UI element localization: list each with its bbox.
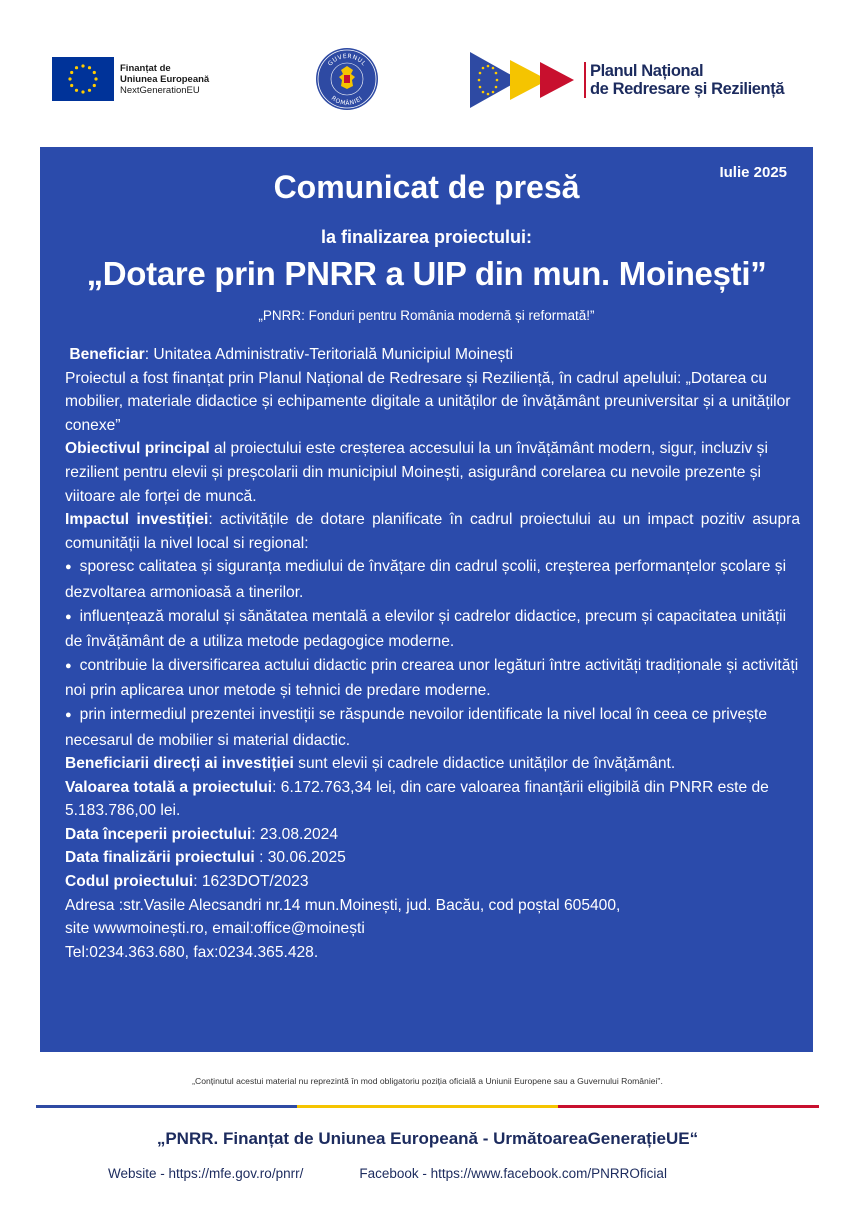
website-link[interactable]: Website - https://mfe.gov.ro/pnrr/ bbox=[108, 1166, 304, 1181]
start-date-label: Data începerii proiectului bbox=[65, 825, 252, 843]
impact-paragraph bbox=[65, 508, 800, 555]
project-code-value: : 1623DOT/2023 bbox=[193, 873, 309, 891]
beneficiaries-label: Beneficiarii direcți ai investiției bbox=[65, 755, 294, 773]
eu-flag-icon bbox=[52, 57, 114, 101]
tricolor-divider bbox=[36, 1105, 819, 1108]
beneficiaries-text: sunt elevii și cadrele didactice unităților de învățământ. bbox=[293, 755, 676, 773]
pnrr-text-line-1: Planul Național bbox=[590, 62, 704, 80]
project-code-label: Codul proiectului bbox=[65, 873, 194, 891]
government-seal-icon bbox=[314, 46, 380, 112]
footer-links bbox=[108, 1166, 667, 1181]
beneficiar-label: Beneficiar bbox=[69, 346, 145, 363]
footer-slogan: „PNRR. Finanțat de Uniunea Europeană - UrmătoareaGenerațieUE“ bbox=[156, 1129, 699, 1148]
svg-text:ROMÂNIEI: ROMÂNIEI bbox=[329, 94, 365, 108]
objective-text: al proiectului este creșterea accesului la un învățământ modern, sigur, incluziv și rezilient pentru elevii și preșcolarii din municipiul Moinești, asigurând corelarea cu nevoile prezente și viitoare ale forței de muncă. bbox=[65, 440, 768, 505]
beneficiar-value: : Unitatea Administrativ-Teritorială Municipiul Moinești bbox=[144, 346, 514, 363]
address-line: Adresa :str.Vasile Alecsandri nr.14 mun.Moinești, jud. Bacău, cod poștal 605400, bbox=[65, 896, 621, 914]
start-date-line bbox=[65, 823, 800, 847]
subtitle: la finalizarea proiectului: bbox=[320, 227, 533, 247]
impact-bullet-3: ● contribuie la diversificarea actului didactic prin crearea unor legături între activități tradiționale și activități noi prin aplicarea unor metode și tehnici de predare moderne. bbox=[65, 654, 800, 703]
press-release-panel bbox=[40, 147, 813, 1052]
pnrr-flag-icon bbox=[470, 52, 580, 108]
beneficiaries-paragraph bbox=[65, 752, 800, 776]
motto: „PNRR: Fonduri pentru România modernă și reformată!” bbox=[258, 308, 595, 323]
end-date-line bbox=[65, 846, 800, 870]
value-text: : 6.172.763,34 lei, din care valoarea finanțării eligibilă din PNRR este de 5.183.786,00 lei. bbox=[65, 778, 769, 820]
release-date: Iulie 2025 bbox=[719, 164, 787, 181]
svg-text:GUVERNUL: GUVERNUL bbox=[326, 52, 368, 68]
start-date-value: : 23.08.2024 bbox=[251, 825, 339, 843]
objective-label: Obiectivul principal bbox=[65, 440, 210, 458]
eu-text-line-2: Uniunea Europeană bbox=[120, 73, 210, 85]
end-date-value: : 30.06.2025 bbox=[254, 849, 346, 867]
disclaimer: „Conținutul acestui material nu reprezintă în mod obligatoriu poziția oficială a Uniunii Europene sau a Guvernului României". bbox=[192, 1076, 663, 1086]
project-code-line bbox=[65, 870, 800, 894]
page-title: Comunicat de presă bbox=[273, 169, 580, 205]
beneficiar-line bbox=[65, 343, 800, 367]
site-email-line: site wwwmoinești.ro, email:office@moinești bbox=[65, 920, 365, 938]
impact-text: : activitățile de dotare planificate în cadrul proiectului au un impact pozitiv asupra comunității la nivel local si regional: bbox=[65, 511, 800, 552]
header-logos bbox=[0, 0, 855, 140]
objective-paragraph bbox=[65, 437, 800, 508]
eu-text-line-1: Finanțat de bbox=[120, 62, 171, 74]
eu-stars-icon bbox=[52, 57, 114, 101]
impact-bullet-4: ● prin intermediul prezentei investiții se răspunde nevoilor identificate la nivel local în ceea ce privește necesarul de mobilier si material didactic. bbox=[65, 703, 800, 752]
phone-fax-line: Tel:0234.363.680, fax:0234.365.428. bbox=[65, 943, 319, 961]
release-body bbox=[65, 343, 800, 964]
facebook-link[interactable]: Facebook - https://www.facebook.com/PNRROficial bbox=[359, 1166, 667, 1181]
eu-text-line-3: NextGenerationEU bbox=[120, 84, 200, 96]
impact-label: Impactul investiției bbox=[65, 511, 209, 529]
end-date-label: Data finalizării proiectului bbox=[65, 849, 255, 867]
impact-bullet-2: ● influențează moralul și sănătatea mentală a elevilor și cadrelor didactice, precum și capacitatea unității de învățământ de a utiliza metode pedagogice moderne. bbox=[65, 605, 800, 654]
funding-paragraph: Proiectul a fost finanțat prin Planul Național de Redresare și Reziliență, în cadrul apelului: „Dotarea cu mobilier, materiale didactice și echipamente digitale a unităților de învățământ preuniversitar și a unităților conexe” bbox=[65, 369, 791, 434]
eu-funding-logo bbox=[52, 56, 209, 102]
value-label: Valoarea totală a proiectului bbox=[65, 778, 273, 796]
impact-bullet-1: ● sporesc calitatea și siguranța mediului de învățare din cadrul școlii, creșterea performanțelor școlare și dezvoltarea armonioasă a tinerilor. bbox=[65, 555, 800, 604]
pnrr-logo bbox=[470, 50, 784, 110]
pnrr-text-line-2: de Redresare și Reziliență bbox=[590, 80, 785, 98]
value-paragraph bbox=[65, 776, 800, 823]
project-name: „Dotare prin PNRR a UIP din mun. Moinești” bbox=[86, 255, 767, 292]
